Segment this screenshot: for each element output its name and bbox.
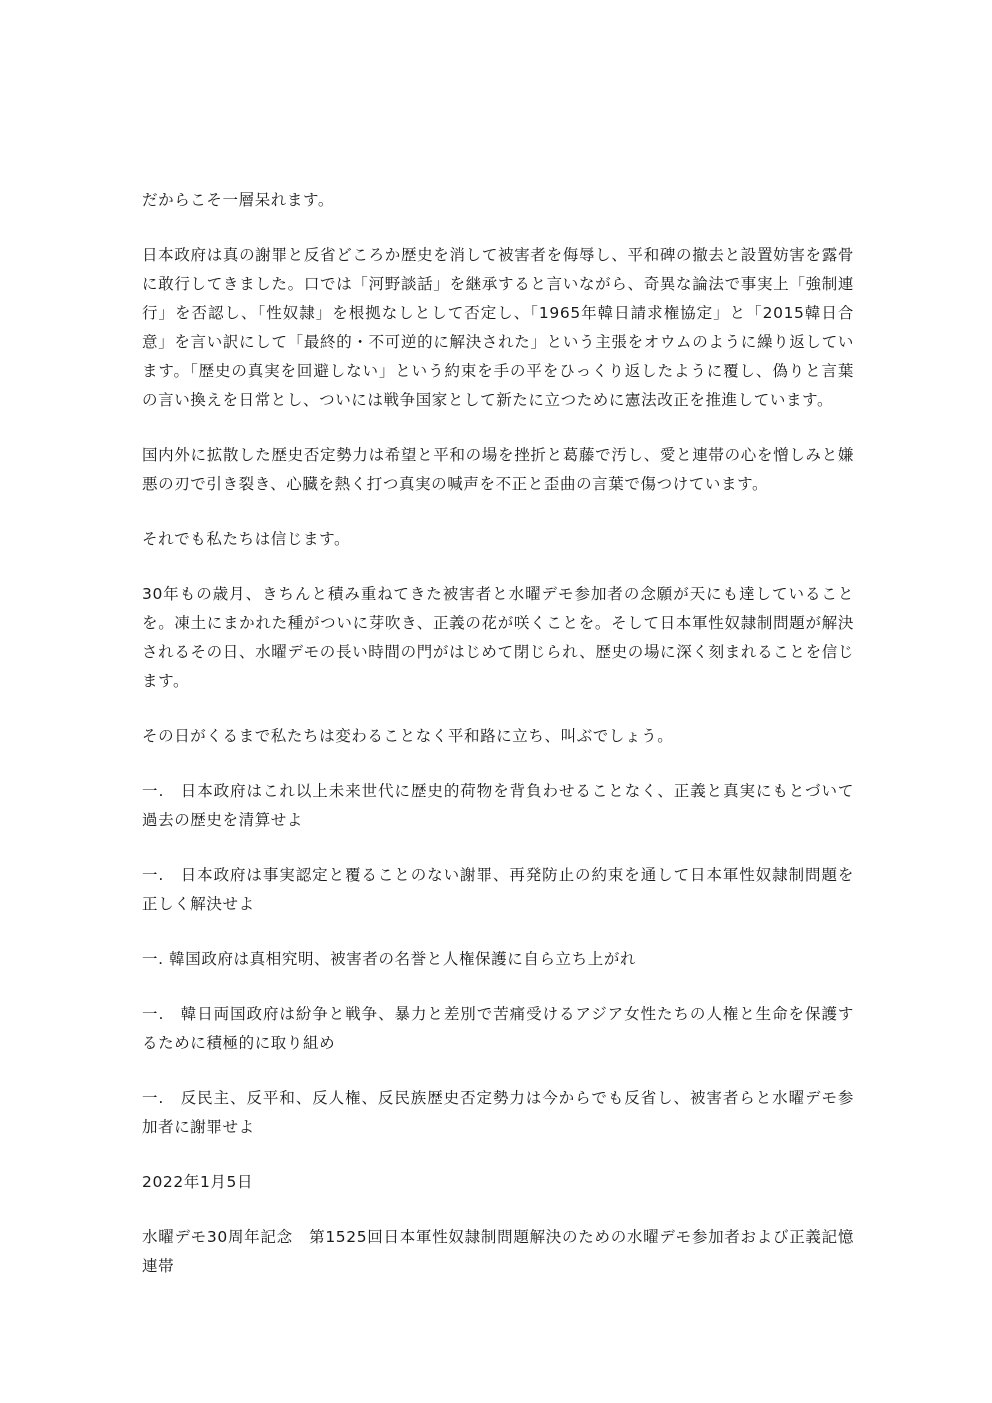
opening-line: だからこそ一層呆れます。 [142, 191, 334, 209]
paragraph-government-criticism: 日本政府は真の謝罪と反省どころか歴史を消して被害者を侮辱し、平和碑の撤去と設置妨害を露骨に敢行してきました。口では「河野談話」を継承すると言いながら、奇異な論法で事実上「強制連行」を否認し、「性奴隷」を根拠なしとして否定し、「1965年韓日請求権協定」と「2015韓日合意」を言い訳にして「最終的・不可逆的に解決された」という主張をオウムのように繰り返しています。「歴史の真実を回避しない」という約束を手の平をひっくり返したように覆し、偽りと言葉の言い換えを日常とし、ついには戦争国家として新たに立つために憲法改正を推進しています。 [142, 246, 854, 409]
paragraph-denial-forces: 国内外に拡散した歴史否定勢力は希望と平和の場を挫折と葛藤で汚し、愛と連帯の心を憎しみと嫌悪の刃で引き裂き、心臓を熱く打つ真実の喊声を不正と歪曲の言葉で傷つけています。 [142, 446, 854, 493]
demand-item-1: 一. 日本政府はこれ以上未来世代に歴史的荷物を背負わせることなく、正義と真実にもとづいて過去の歴史を清算せよ [142, 782, 854, 829]
document-signature: 水曜デモ30周年記念 第1525回日本軍性奴隷制問題解決のための水曜デモ参加者および正義記憶連帯 [142, 1228, 854, 1275]
demand-item-5: 一. 反民主、反平和、反人権、反民族歴史否定勢力は今からでも反省し、被害者らと水曜デモ参加者に謝罪せよ [142, 1089, 854, 1136]
document-body [142, 186, 854, 1307]
demand-item-4: 一. 韓日両国政府は紛争と戦争、暴力と差別で苦痛受けるアジア女性たちの人権と生命を保護するために積極的に取り組め [142, 1005, 854, 1052]
paragraph-thirty-years: 30年もの歳月、きちんと積み重ねてきた被害者と水曜デモ参加者の念願が天にも達していることを。凍土にまかれた種がついに芽吹き、正義の花が咲くことを。そして日本軍性奴隷制問題が解決されるその日、水曜デモの長い時間の門がはじめて閉じられ、歴史の場に深く刻まれることを信じます。 [142, 585, 854, 690]
document-date: 2022年1月5日 [142, 1173, 254, 1191]
demand-item-3: 一. 韓国政府は真相究明、被害者の名誉と人権保護に自ら立ち上がれ [142, 950, 637, 968]
demand-item-2: 一. 日本政府は事実認定と覆ることのない謝罪、再発防止の約束を通して日本軍性奴隷制問題を正しく解決せよ [142, 866, 854, 913]
paragraph-until-that-day: その日がくるまで私たちは変わることなく平和路に立ち、叫ぶでしょう。 [142, 727, 674, 745]
paragraph-still-believe: それでも私たちは信じます。 [142, 530, 351, 548]
